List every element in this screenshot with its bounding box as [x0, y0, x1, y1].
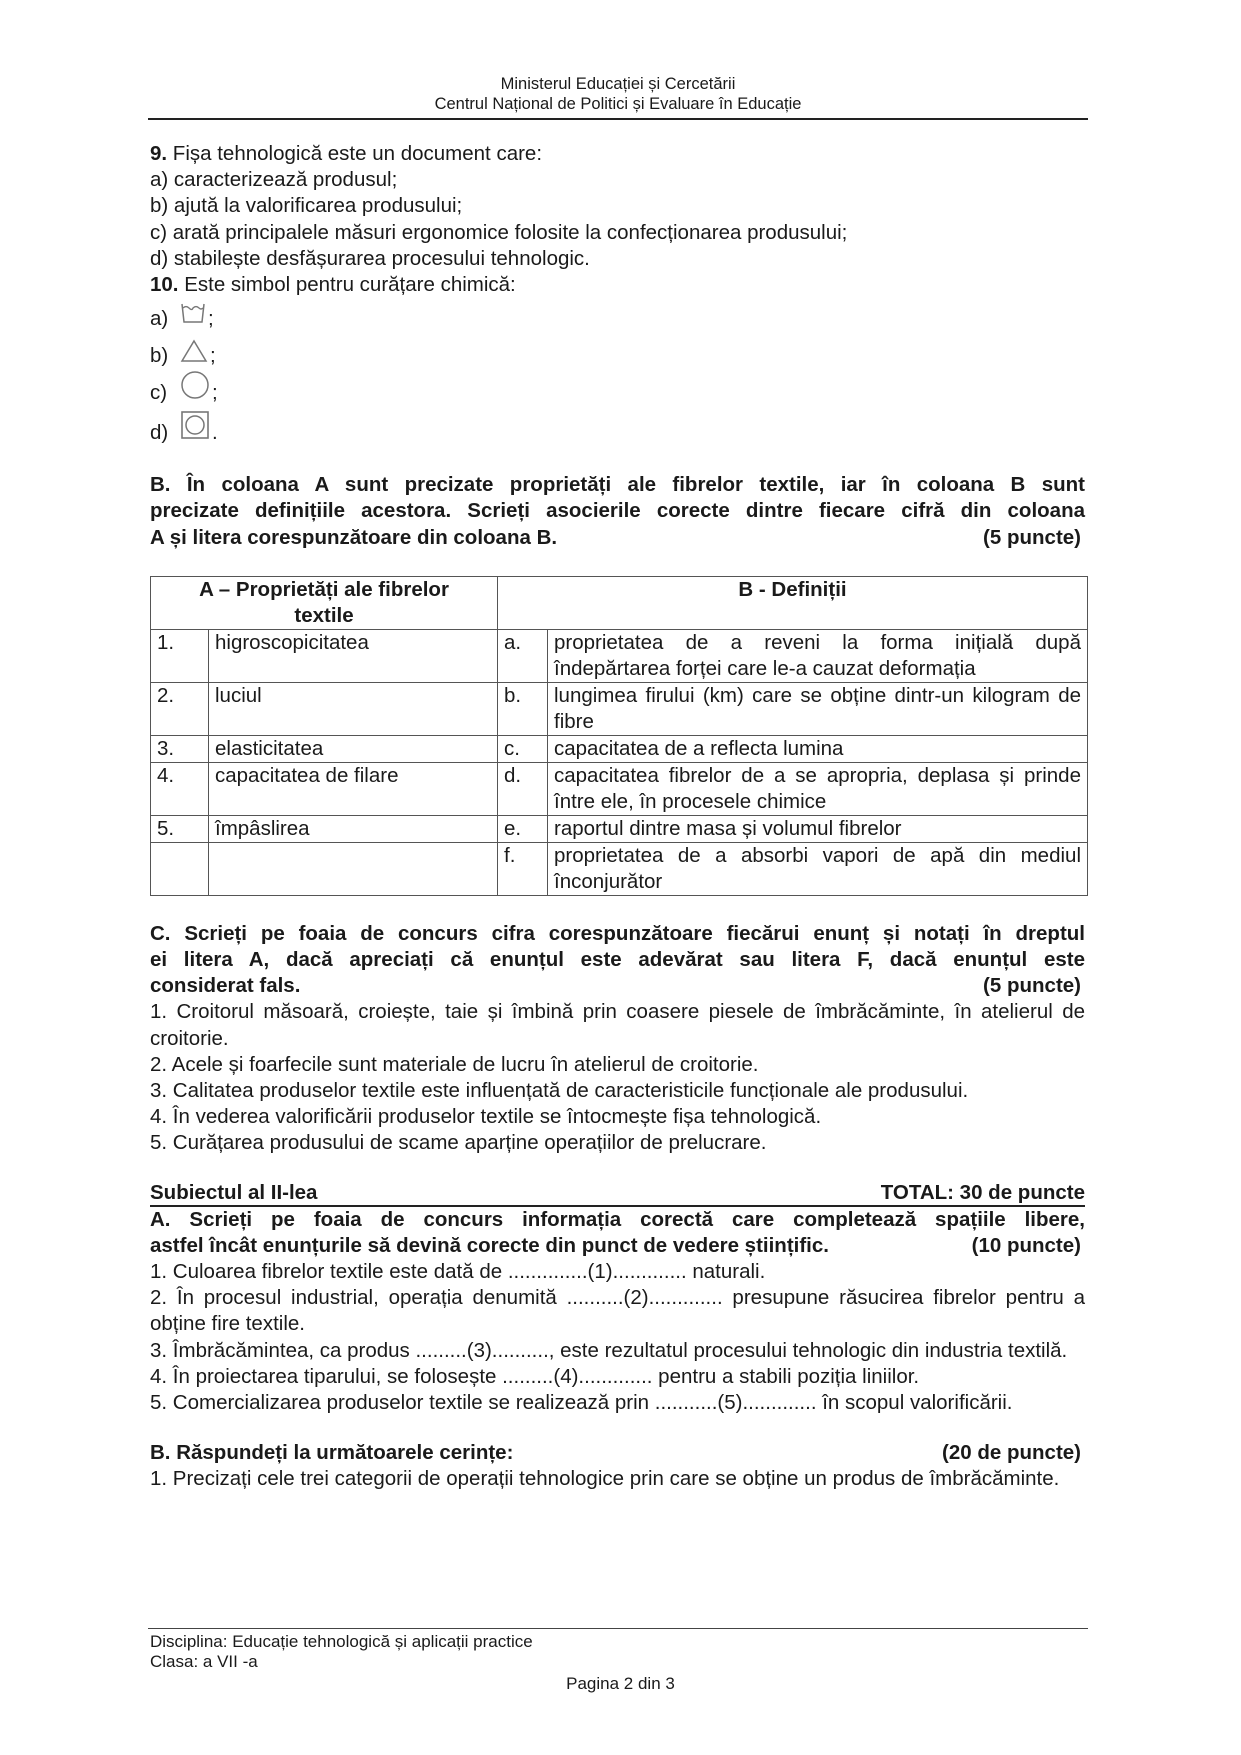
option-suffix: ;: [212, 381, 218, 405]
question-9: [150, 141, 1085, 272]
row-letter: c.: [498, 735, 548, 762]
subject-2-heading: [150, 1181, 1085, 1207]
instruction-line: B. În coloana A sunt precizate proprietăți ale fibrelor textile, iar în coloana B sunt: [150, 473, 1085, 497]
question-10: [150, 272, 1085, 446]
instruction-line: precizate definițiile acestora. Scrieți asocierile corecte dintre fiecare cifră din coloana: [150, 499, 1085, 523]
property-cell: higroscopicitatea: [209, 629, 498, 682]
square-circle-icon: [180, 410, 210, 440]
question-text: Fișa tehnologică este un document care:: [167, 142, 543, 165]
row-letter: a.: [498, 629, 548, 682]
option-c: [150, 369, 1085, 406]
statement-item: 4. În vederea valorificării produselor textile se întocmește fișa tehnologică.: [150, 1105, 822, 1129]
option-suffix: .: [212, 421, 218, 445]
statement-item: 2. Acele și foarfecile sunt materiale de lucru în atelierul de croitorie.: [150, 1052, 759, 1076]
instruction-line: considerat fals.: [150, 974, 301, 998]
definition-cell: capacitatea de a reflecta lumina: [548, 735, 1088, 762]
question-number: 9.: [150, 142, 168, 165]
ministry-name: Ministerul Educației și Cercetării: [500, 75, 736, 93]
option-suffix: ;: [208, 307, 214, 331]
fill-in-item: 5. Comercializarea produselor textile se realizează prin ...........(5)............. în scopul valorificării.: [150, 1391, 1013, 1415]
points-label: (20 de puncte): [942, 1441, 1081, 1465]
row-number: 1.: [151, 629, 209, 682]
fill-in-list: [150, 1259, 1085, 1416]
fill-in-item: 1. Culoarea fibrelor textile este dată de ..............(1)............. naturali.: [150, 1260, 766, 1284]
property-cell: [209, 842, 498, 895]
row-number: 2.: [151, 682, 209, 735]
row-number: [151, 842, 209, 895]
grade-label: Clasa: a VII -a: [150, 1652, 258, 1671]
points-label: (10 puncte): [971, 1233, 1081, 1257]
subject-title: Subiectul al II-lea: [150, 1180, 318, 1204]
table-row: [151, 682, 1088, 735]
page-footer: [150, 1632, 533, 1672]
discipline-label: Disciplina: Educație tehnologică și aplicații practice: [150, 1632, 533, 1651]
part-b-heading: [150, 1440, 1085, 1466]
property-cell: elasticitatea: [209, 735, 498, 762]
option-label: c): [150, 381, 168, 405]
option-b: b) ajută la valorificarea produsului;: [150, 194, 463, 218]
row-number: 4.: [151, 762, 209, 815]
row-letter: e.: [498, 815, 548, 842]
table-header-row: [151, 576, 1088, 629]
header-divider: [148, 118, 1088, 120]
option-d: [150, 406, 1085, 446]
option-a: a) caracterizează produsul;: [150, 168, 398, 192]
table-row: [151, 815, 1088, 842]
property-cell: luciul: [209, 682, 498, 735]
instruction-line: astfel încât enunțurile să devină corecte din punct de vedere științific.: [150, 1233, 829, 1257]
column-b-header: B - Definiții: [498, 576, 1088, 629]
property-cell: capacitatea de filare: [209, 762, 498, 815]
true-false-list: [150, 999, 1085, 1156]
fill-in-item: 3. Îmbrăcămintea, ca produs .........(3).........., este rezultatul procesului tehnologic din industria textilă.: [150, 1338, 1068, 1362]
row-number: 3.: [151, 735, 209, 762]
instruction-line: ei litera A, dacă apreciați că enunțul este adevărat sau litera F, dacă enunțul este: [150, 948, 1085, 972]
part-title: B. Răspundeți la următoarele cerințe:: [150, 1441, 514, 1465]
section-b-instructions: [150, 472, 1085, 551]
option-label: b): [150, 344, 169, 368]
option-label: a): [150, 307, 169, 331]
option-d: d) stabilește desfășurarea procesului tehnologic.: [150, 246, 590, 270]
definition-cell: proprietatea de a absorbi vapori de apă din mediul înconjurător: [548, 842, 1088, 895]
page-content: [150, 141, 1085, 1493]
table-row: [151, 629, 1088, 682]
definition-cell: lungimea firului (km) care se obține dintr-un kilogram de fibre: [548, 682, 1088, 735]
definition-cell: raportul dintre masa și volumul fibrelor: [548, 815, 1088, 842]
row-letter: f.: [498, 842, 548, 895]
row-number: 5.: [151, 815, 209, 842]
definition-cell: capacitatea fibrelor de a se apropria, deplasa și prinde între ele, în procesele chimice: [548, 762, 1088, 815]
instruction-line: A. Scrieți pe foaia de concurs informația corectă care completează spațiile libere,: [150, 1207, 1085, 1231]
option-a: [150, 298, 1085, 332]
instruction-line: C. Scrieți pe foaia de concurs cifra corespunzătoare fiecărui enunț și notați în dreptul: [150, 921, 1085, 945]
fill-in-item: 4. În proiectarea tiparului, se folosește .........(4)............. pentru a stabili poziția liniilor.: [150, 1364, 920, 1388]
page-header: [148, 74, 1088, 114]
points-label: (5 puncte): [983, 974, 1081, 998]
definition-cell: proprietatea de a reveni la forma inițială după îndepărtarea forței care le-a cauzat deformația: [548, 629, 1088, 682]
property-cell: împâslirea: [209, 815, 498, 842]
circle-icon: [180, 370, 210, 400]
part-a-instructions: [150, 1207, 1085, 1259]
question-number: 10.: [150, 273, 179, 297]
instruction-line: A și litera corespunzătoare din coloana B.: [150, 525, 558, 549]
wash-tub-icon: [180, 302, 206, 324]
points-label: (5 puncte): [983, 525, 1081, 549]
triangle-icon: [180, 339, 208, 363]
association-table: [150, 576, 1088, 896]
statement-item: 3. Calitatea produselor textile este influențată de caracteristicile funcționale ale produsului.: [150, 1079, 969, 1103]
question-text: Este simbol pentru curățare chimică:: [178, 273, 516, 297]
row-letter: b.: [498, 682, 548, 735]
requirement-item: 1. Precizați cele trei categorii de operații tehnologice prin care se obține un produs de îmbrăcăminte.: [150, 1467, 1060, 1491]
statement-item: 1. Croitorul măsoară, croiește, taie și îmbină prin coasere piesele de îmbrăcăminte, în atelierul de croitorie.: [150, 1000, 1085, 1050]
statement-item: 5. Curățarea produsului de scame aparține operațiilor de prelucrare.: [150, 1131, 767, 1155]
column-a-header: A – Proprietăți ale fibrelor textile: [151, 576, 498, 629]
option-suffix: ;: [210, 344, 216, 368]
page-number: Pagina 2 din 3: [566, 1674, 675, 1693]
table-row: [151, 735, 1088, 762]
option-label: d): [150, 421, 169, 445]
table-row: [151, 762, 1088, 815]
fill-in-item: 2. În procesul industrial, operația denumită ..........(2)............. presupune răsucirea fibrelor pentru a obține fire textile.: [150, 1286, 1085, 1336]
center-name: Centrul Național de Politici și Evaluare în Educație: [434, 95, 802, 113]
option-b: [150, 332, 1085, 369]
section-c-instructions: [150, 921, 1085, 1000]
row-letter: d.: [498, 762, 548, 815]
footer-divider: [148, 1628, 1088, 1629]
subject-total: TOTAL: 30 de puncte: [880, 1180, 1085, 1204]
option-c: c) arată principalele măsuri ergonomice folosite la confecționarea produsului;: [150, 220, 848, 244]
table-row: [151, 842, 1088, 895]
